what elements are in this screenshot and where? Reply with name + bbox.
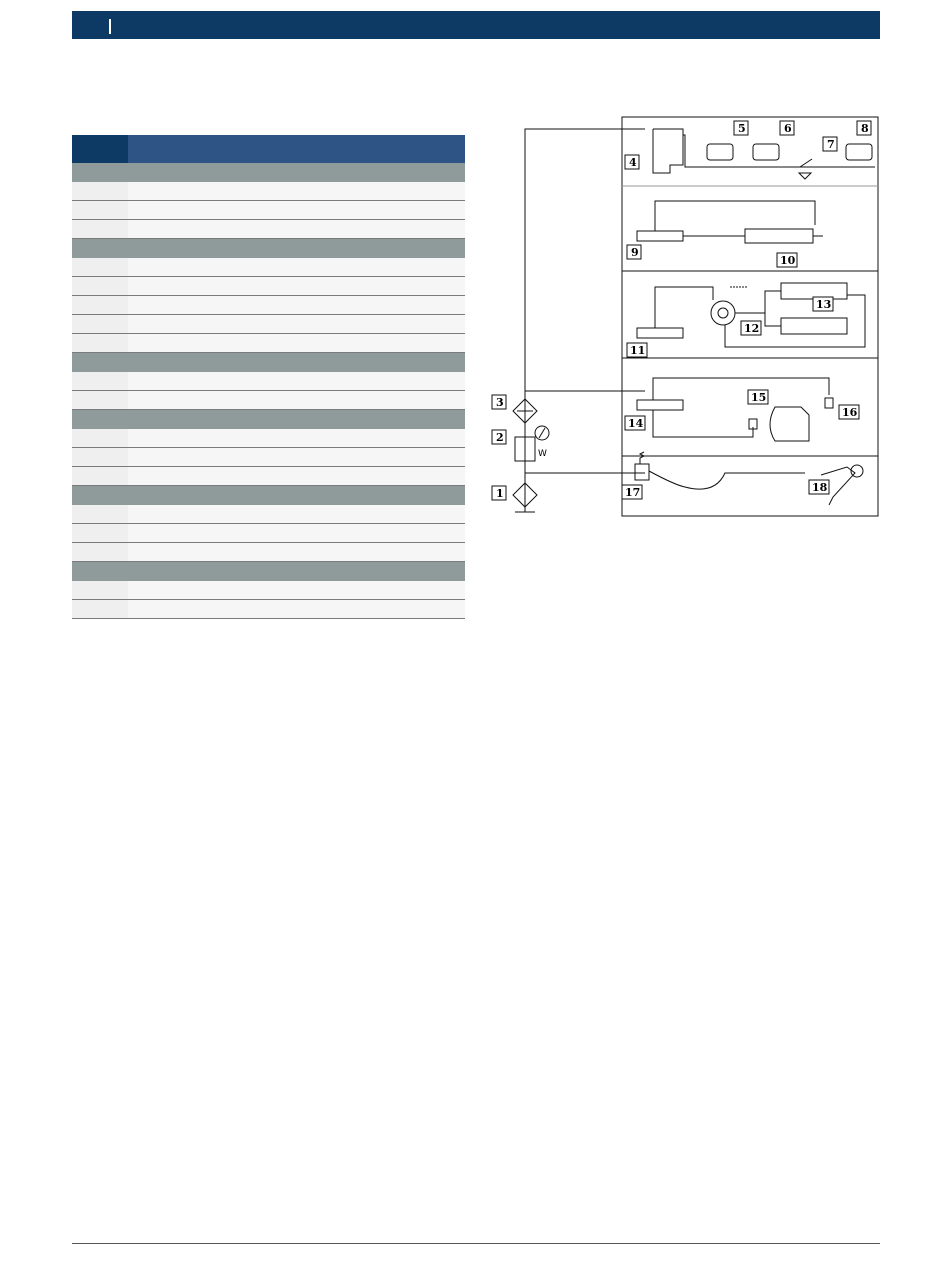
legend-description-cell (128, 372, 465, 390)
component-5 (707, 144, 733, 160)
legend-table-body (72, 163, 465, 619)
legend-description-cell (128, 600, 465, 618)
legend-row (72, 315, 465, 334)
legend-table-header (72, 135, 465, 163)
legend-number-cell (72, 410, 128, 429)
legend-number-cell (72, 372, 128, 390)
gauge-mark: W (538, 449, 547, 459)
legend-description-cell (128, 220, 465, 238)
legend-row (72, 524, 465, 543)
legend-number-cell (72, 600, 128, 618)
label-12: 12 (744, 322, 760, 335)
legend-number-cell (72, 201, 128, 219)
legend-number-cell (72, 486, 128, 505)
legend-row (72, 201, 465, 220)
label-6: 6 (784, 122, 792, 135)
legend-description-cell (128, 353, 465, 372)
legend-number-cell (72, 258, 128, 276)
legend-row (72, 543, 465, 562)
legend-number-cell (72, 391, 128, 409)
legend-description-cell (128, 448, 465, 466)
legend-number-cell (72, 524, 128, 542)
label-3: 3 (496, 396, 504, 409)
legend-group-row (72, 163, 465, 182)
legend-row (72, 277, 465, 296)
label-1: 1 (496, 487, 504, 500)
cylinder-10 (745, 229, 813, 243)
legend-row (72, 296, 465, 315)
legend-table (72, 135, 465, 619)
legend-row (72, 505, 465, 524)
legend-description-cell (128, 391, 465, 409)
legend-description-cell (128, 581, 465, 599)
legend-description-cell (128, 562, 465, 581)
legend-number-cell (72, 296, 128, 314)
legend-description-cell (128, 467, 465, 485)
legend-row (72, 220, 465, 239)
legend-description-cell (128, 486, 465, 505)
legend-number-cell (72, 182, 128, 200)
legend-description-cell (128, 277, 465, 295)
legend-description-cell (128, 258, 465, 276)
label-15: 15 (751, 391, 767, 404)
valve-block-14 (637, 400, 683, 410)
legend-number-cell (72, 220, 128, 238)
legend-description-cell (128, 239, 465, 258)
legend-header-number-cell (72, 135, 128, 163)
component-7 (799, 173, 811, 179)
legend-description-cell (128, 410, 465, 429)
label-5: 5 (738, 122, 746, 135)
legend-number-cell (72, 429, 128, 447)
legend-group-row (72, 486, 465, 505)
legend-number-cell (72, 334, 128, 352)
legend-description-cell (128, 543, 465, 561)
legend-number-cell (72, 505, 128, 523)
label-17: 17 (625, 486, 641, 499)
legend-description-cell (128, 505, 465, 523)
component-8 (846, 144, 872, 160)
header-bar (72, 11, 880, 39)
legend-number-cell (72, 239, 128, 258)
label-2: 2 (496, 431, 504, 444)
label-7: 7 (827, 138, 835, 151)
legend-number-cell (72, 448, 128, 466)
legend-row (72, 391, 465, 410)
valve-block-11 (637, 328, 683, 338)
legend-description-cell (128, 163, 465, 182)
label-11: 11 (630, 344, 646, 357)
legend-row (72, 258, 465, 277)
label-14: 14 (628, 417, 644, 430)
legend-row (72, 334, 465, 353)
legend-description-cell (128, 334, 465, 352)
legend-number-cell (72, 581, 128, 599)
legend-number-cell (72, 277, 128, 295)
legend-description-cell (128, 429, 465, 447)
legend-number-cell (72, 562, 128, 581)
legend-group-row (72, 353, 465, 372)
legend-number-cell (72, 315, 128, 333)
valve-17 (635, 464, 649, 480)
legend-row (72, 448, 465, 467)
label-10: 10 (780, 254, 796, 267)
label-8: 8 (861, 122, 869, 135)
legend-group-row (72, 410, 465, 429)
component-6 (753, 144, 779, 160)
valve-16 (825, 398, 833, 408)
legend-row (72, 372, 465, 391)
legend-group-row (72, 239, 465, 258)
tank-15 (770, 407, 809, 441)
component-4 (653, 129, 683, 173)
valve-block-9 (637, 231, 683, 241)
legend-group-row (72, 562, 465, 581)
legend-number-cell (72, 467, 128, 485)
header-divider (109, 19, 111, 34)
legend-header-description-cell (128, 135, 465, 163)
legend-row (72, 581, 465, 600)
legend-row (72, 600, 465, 619)
legend-description-cell (128, 315, 465, 333)
label-18: 18 (812, 481, 828, 494)
legend-number-cell (72, 353, 128, 372)
legend-row (72, 429, 465, 448)
legend-number-cell (72, 543, 128, 561)
label-9: 9 (631, 246, 639, 259)
legend-description-cell (128, 201, 465, 219)
cylinder-13b (781, 318, 847, 334)
legend-description-cell (128, 524, 465, 542)
pneumatic-circuit-diagram (485, 115, 881, 520)
legend-number-cell (72, 163, 128, 182)
rotary-actuator-12 (711, 301, 735, 325)
legend-row (72, 182, 465, 201)
label-4: 4 (629, 156, 637, 169)
footer-rule (72, 1243, 880, 1244)
legend-row (72, 467, 465, 486)
label-13: 13 (816, 298, 832, 311)
legend-description-cell (128, 182, 465, 200)
legend-description-cell (128, 296, 465, 314)
supply-hose (649, 471, 805, 489)
label-16: 16 (842, 406, 858, 419)
